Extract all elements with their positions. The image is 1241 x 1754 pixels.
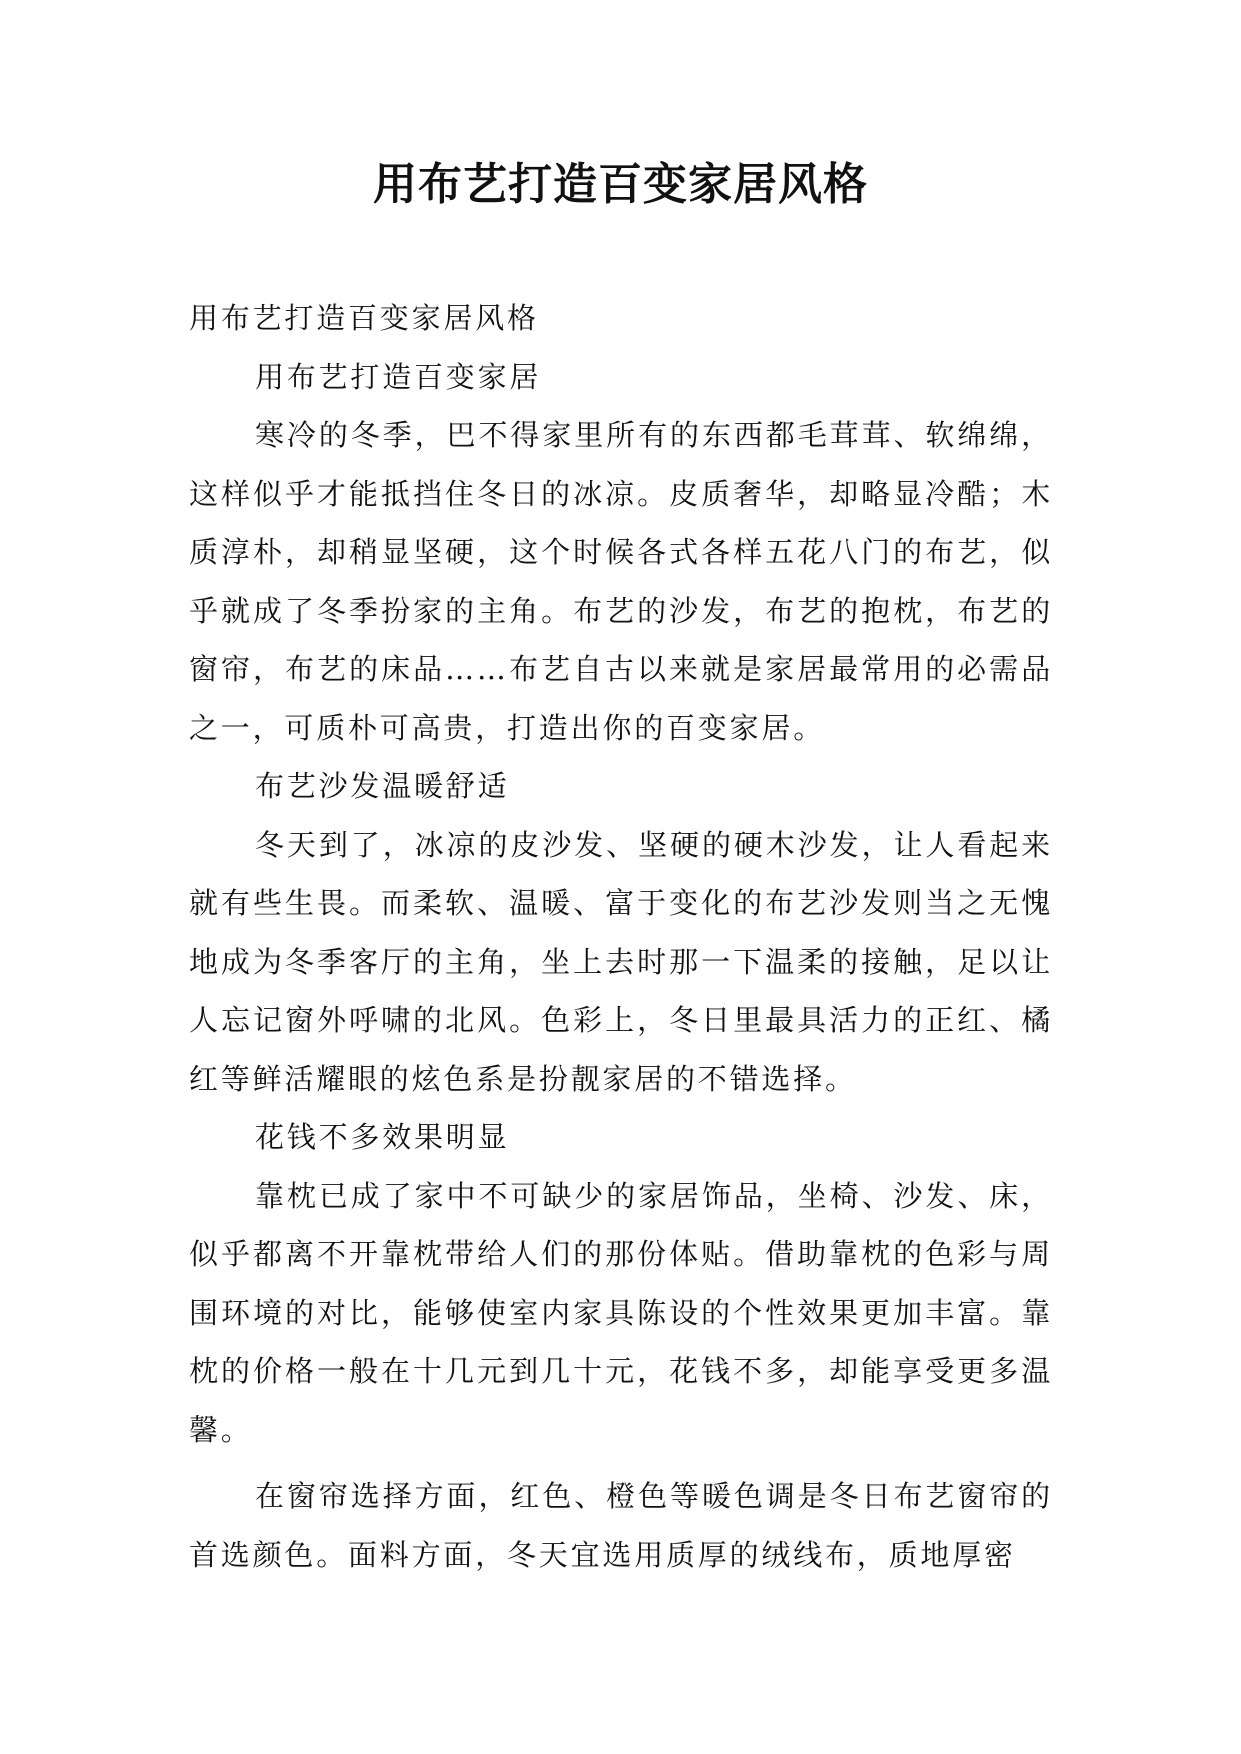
body-paragraph: 冬天到了，冰凉的皮沙发、坚硬的硬木沙发，让人看起来就有些生畏。而柔软、温暖、富于变化的布艺沙发则当之无愧地成为冬季客厅的主角，坐上去时那一下温柔的接触，足以让人忘记窗外呼啸的北风。色彩上，冬日里最具活力的正红、橘红等鲜活耀眼的炫色系是扮靓家居的不错选择。 [189, 827, 1053, 1096]
section-heading: 布艺沙发温暖舒适 [255, 769, 510, 803]
section-heading: 花钱不多效果明显 [255, 1120, 510, 1154]
body-heading: 用布艺打造百变家居风格 [189, 301, 539, 335]
document-body [189, 289, 1053, 1584]
document-title: 用布艺打造百变家居风格 [373, 159, 868, 210]
body-paragraph: 靠枕已成了家中不可缺少的家居饰品，坐椅、沙发、床，似乎都离不开靠枕带给人们的那份体贴。借助靠枕的色彩与周围环境的对比，能够使室内家具陈设的个性效果更加丰富。靠枕的价格一般在十几元到几十元，花钱不多，却能享受更多温馨。 [189, 1178, 1053, 1447]
section-heading: 用布艺打造百变家居 [255, 359, 542, 394]
body-paragraph: 在窗帘选择方面，红色、橙色等暖色调是冬日布艺窗帘的首选颜色。面料方面，冬天宜选用质厚的绒线布，质地厚密 [189, 1479, 1053, 1572]
body-paragraph: 寒冷的冬季，巴不得家里所有的东西都毛茸茸、软绵绵，这样似乎才能抵挡住冬日的冰凉。皮质奢华，却略显冷酷；木质淳朴，却稍显坚硬，这个时候各式各样五花八门的布艺，似乎就成了冬季扮家的主角。布艺的沙发，布艺的抱枕，布艺的窗帘，布艺的床品……布艺自古以来就是家居最常用的必需品之一，可质朴可高贵，打造出你的百变家居。 [189, 418, 1053, 745]
